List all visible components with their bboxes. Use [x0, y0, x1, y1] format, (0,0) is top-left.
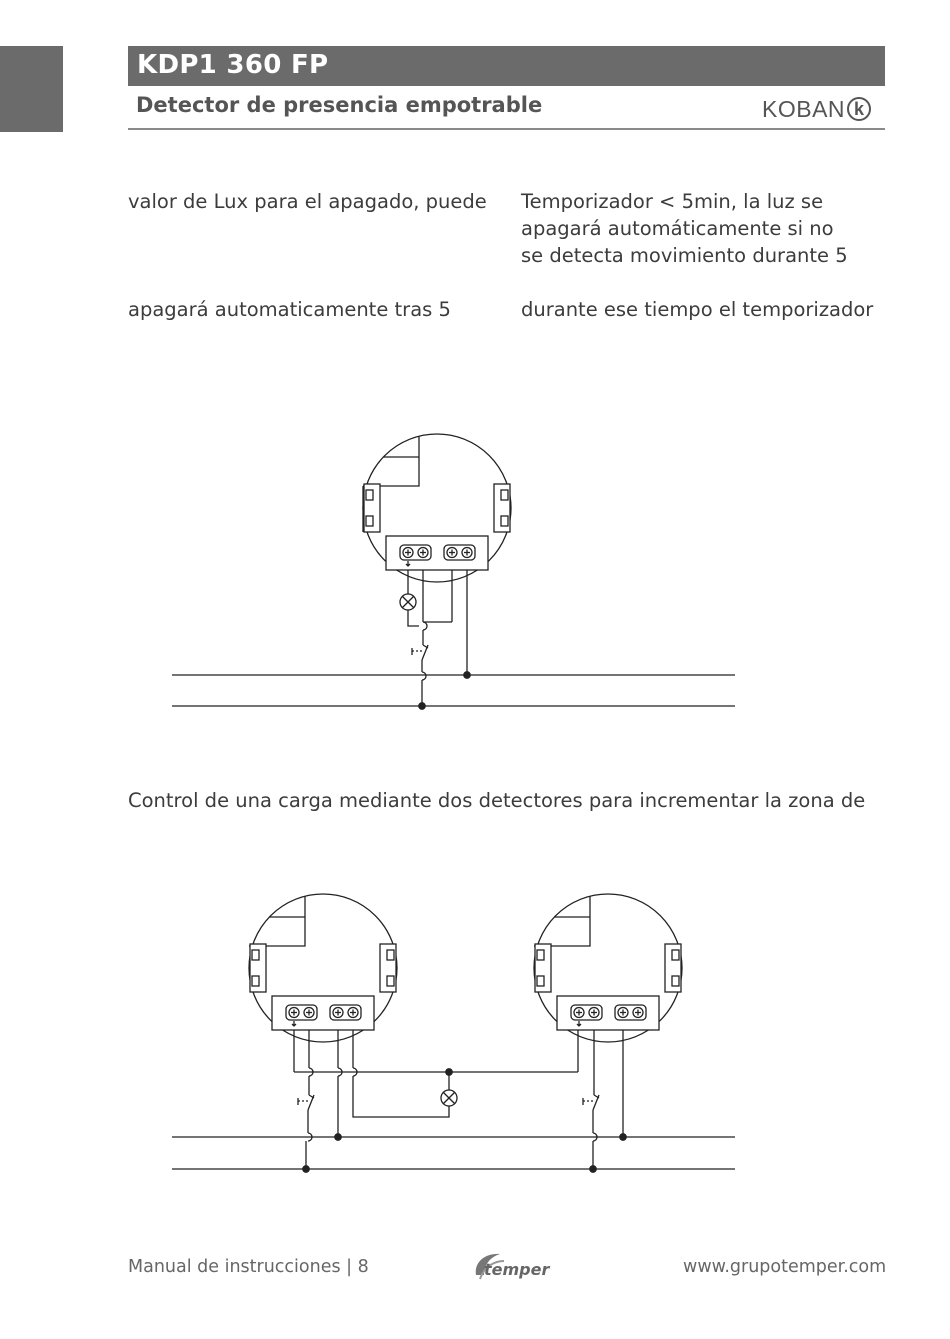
page-title: KDP1 360 FP — [137, 50, 329, 80]
body-text-right-1-line-2: apagará automáticamente si no — [521, 217, 834, 240]
body-text-left-1: valor de Lux para el apagado, puede — [128, 190, 487, 213]
section-caption: Control de una carga mediante dos detectores para incrementar la zona de — [128, 789, 866, 812]
body-text-right-1-line-3: se detecta movimiento durante 5 — [521, 244, 848, 267]
footer-website: www.grupotemper.com — [683, 1257, 887, 1277]
detector-2-body — [249, 894, 397, 1042]
footer-manual-label: Manual de instrucciones | 8 — [128, 1257, 369, 1277]
footer-logo-text: temper — [484, 1260, 550, 1279]
body-text-left-2: apagará automaticamente tras 5 — [128, 298, 451, 321]
page-subtitle: Detector de presencia empotrable — [136, 93, 543, 117]
brand-mark-icon: k — [847, 97, 871, 121]
brand-name: KOBAN — [762, 95, 846, 122]
body-text-right-2: durante ese tiempo el temporizador — [521, 298, 874, 321]
detector-3-body — [534, 894, 682, 1042]
body-text-right-1-line-1: Temporizador < 5min, la luz se — [521, 190, 824, 213]
